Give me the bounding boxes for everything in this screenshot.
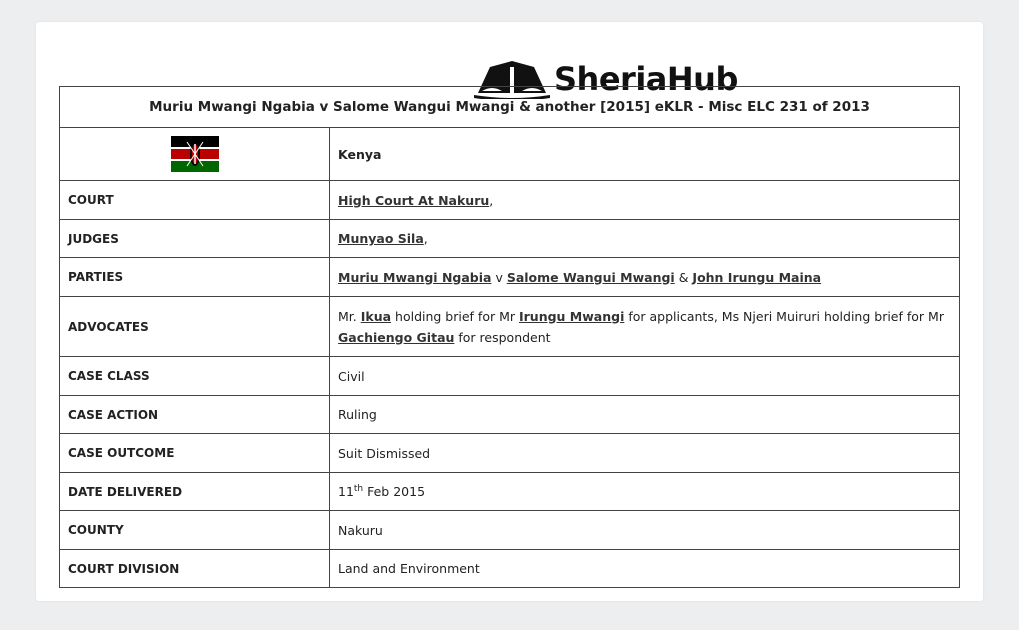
case-class-label: CASE CLASS [60,357,330,396]
date-delivered-row [60,473,960,511]
kenya-flag-icon [171,136,219,172]
court-row [60,181,960,220]
country-row [60,128,960,181]
advocates-line-2 [338,327,951,348]
title-row [60,87,960,128]
parties-value [330,258,960,297]
case-action-label: CASE ACTION [60,396,330,434]
date-delivered-value [330,473,960,511]
versus-text: v [491,269,507,285]
judges-label: JUDGES [60,220,330,258]
case-outcome-label: CASE OUTCOME [60,434,330,473]
court-label: COURT [60,181,330,220]
case-metadata-table [59,86,960,588]
date-delivered-label: DATE DELIVERED [60,473,330,511]
advocate-link-1[interactable]: Ikua [360,308,392,324]
advocates-row [60,297,960,357]
party-link-2[interactable]: Salome Wangui Mwangi [506,269,675,285]
county-value: Nakuru [330,511,960,550]
case-action-value: Ruling [330,396,960,434]
county-row [60,511,960,550]
party-link-1[interactable]: Muriu Mwangi Ngabia [338,269,492,285]
advocate-link-2[interactable]: Irungu Mwangi [518,308,625,324]
judges-row [60,220,960,258]
court-division-label: COURT DIVISION [60,550,330,588]
advocates-line-1 [338,306,951,327]
brand-name: SheriaHub [554,60,738,98]
adv-text-3: for applicants, Ms Njeri Muiruri holding brief for Mr [624,308,944,324]
judge-suffix: , [423,231,428,246]
country-value: Kenya [330,128,960,181]
case-class-row [60,357,960,396]
case-title: Muriu Mwangi Ngabia v Salome Wangui Mwangi & another [2015] eKLR - Misc ELC 231 of 2013 [60,87,960,128]
judges-value [330,220,960,258]
adv-text-4: for respondent [454,329,551,345]
parties-row [60,258,960,297]
court-value [330,181,960,220]
court-division-row [60,550,960,588]
date-ordinal: th [353,483,364,494]
advocates-label: ADVOCATES [60,297,330,357]
case-outcome-row [60,434,960,473]
ampersand-text: & [674,269,693,285]
party-link-3[interactable]: John Irungu Maina [692,269,822,285]
advocates-value [330,297,960,357]
advocate-link-3[interactable]: Gachiengo Gitau [338,329,455,345]
court-suffix: , [489,192,494,208]
flag-cell [60,128,330,181]
court-division-value: Land and Environment [330,550,960,588]
county-label: COUNTY [60,511,330,550]
date-rest: Feb 2015 [363,484,426,500]
date-day: 11 [338,484,354,500]
case-outcome-value: Suit Dismissed [330,434,960,473]
case-action-row [60,396,960,434]
case-class-value: Civil [330,357,960,396]
parties-label: PARTIES [60,258,330,297]
adv-text-1: Mr. [338,308,361,324]
adv-text-2: holding brief for Mr [391,308,519,324]
court-link[interactable]: High Court At Nakuru [338,192,490,208]
judge-link[interactable]: Munyao Sila [338,231,424,246]
